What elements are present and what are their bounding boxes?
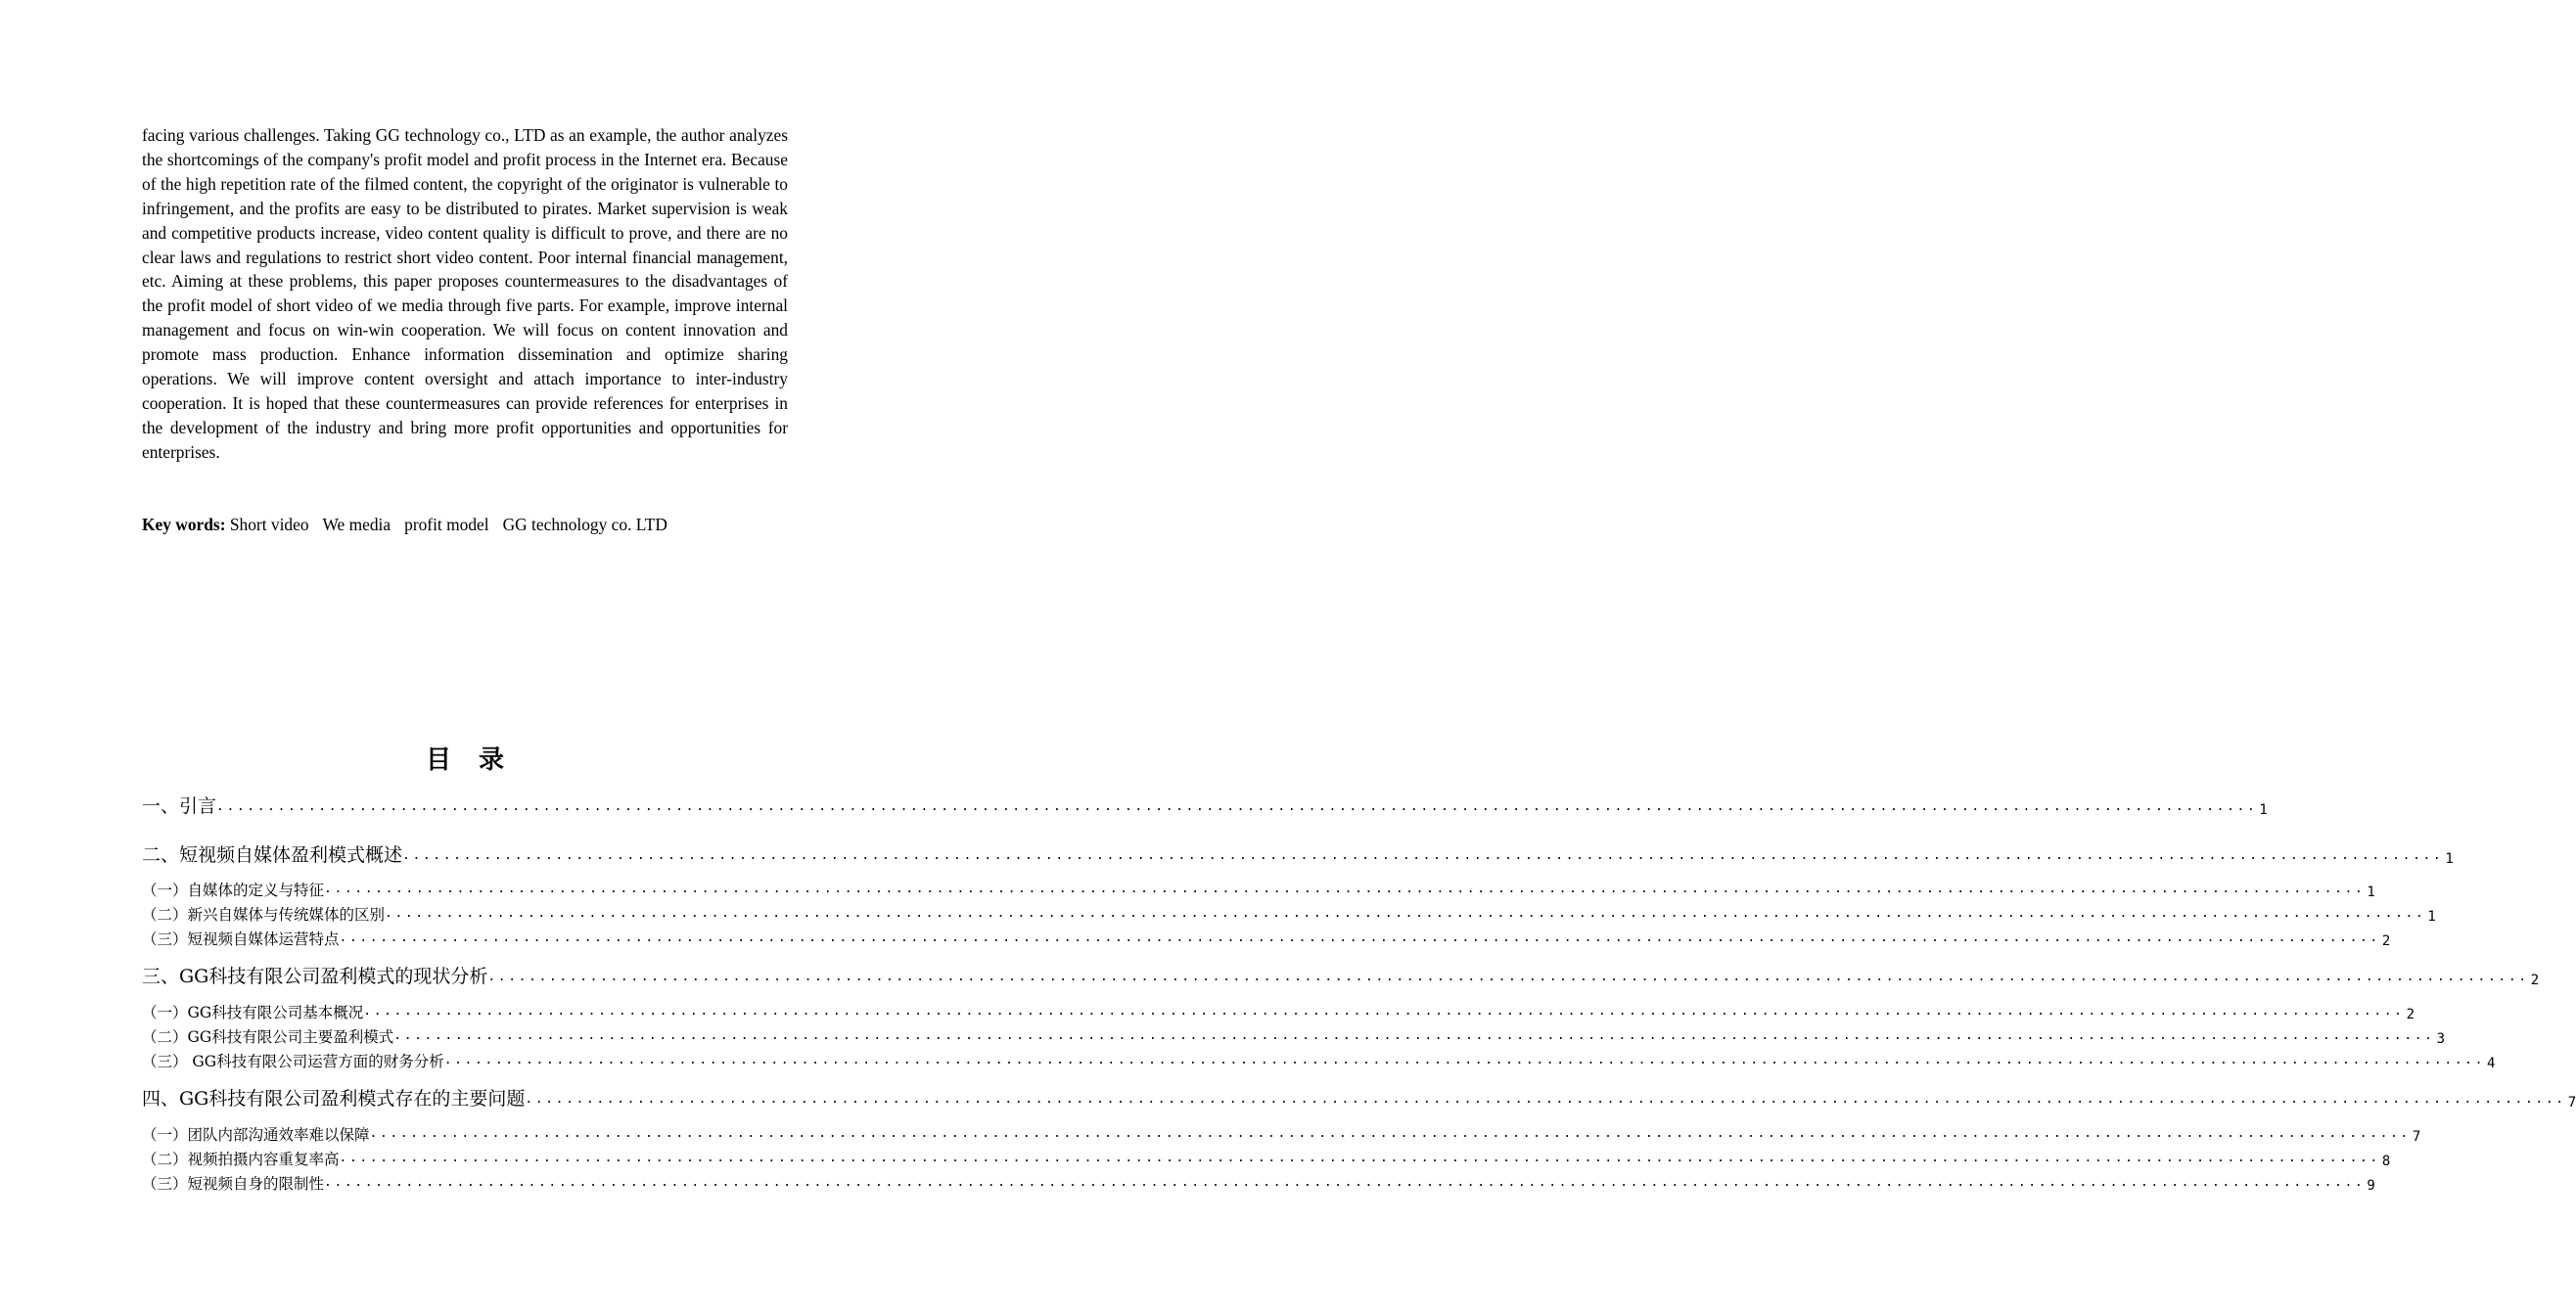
toc-entry-label: （一）自媒体的定义与特征 bbox=[142, 882, 325, 899]
keyword-item: GG technology co. LTD bbox=[502, 515, 667, 534]
toc-entry-page: 2 bbox=[2381, 933, 2391, 949]
toc-leader-dots: ........................................................................................................................................................................................................ bbox=[339, 1151, 2380, 1165]
toc-leader-dots: ........................................................................................................................................................................................................ bbox=[324, 882, 2366, 896]
toc-entry[interactable] bbox=[142, 1172, 2375, 1194]
toc-leader-dots: ........................................................................................................................................................................................................ bbox=[393, 1028, 2435, 1043]
keywords-line bbox=[142, 513, 807, 536]
toc-entry-page: 7 bbox=[2412, 1129, 2421, 1145]
abstract-paragraph: facing various challenges. Taking GG technology co., LTD as an example, the author analyzes the shortcomings of the company's profit model and profit process in the Internet era. Because of the high repetition rate of the filmed content, the copyright of the originator is vulnerable to infringement, and the profits are easy to be distributed to pirates. Market supervision is weak and competitive products increase, video content quality is difficult to prove, and there are no clear laws and regulations to restrict short video content. Poor internal financial management, etc. Aiming at these problems, this paper proposes countermeasures to the disadvantages of the profit model of short video of we media through five parts. For example, improve internal management and focus on win-win cooperation. We will focus on content innovation and promote mass production. Enhance information dissemination and optimize sharing operations. We will improve content oversight and attach importance to inter-industry cooperation. It is hoped that these countermeasures can provide references for enterprises in the development of the industry and bring more profit opportunities and opportunities for enterprises. bbox=[142, 125, 788, 462]
toc-entry-label: 二、短视频自媒体盈利模式概述 bbox=[142, 844, 403, 866]
toc-entry[interactable] bbox=[142, 1050, 2496, 1071]
keyword-item: Short video bbox=[229, 515, 309, 534]
toc-entry-page: 1 bbox=[2445, 851, 2454, 867]
toc-entry[interactable] bbox=[142, 1001, 2415, 1022]
toc-entry-label: （一）团队内部沟通效率难以保障 bbox=[142, 1126, 370, 1144]
toc-leader-dots: ........................................................................................................................................................................................................ bbox=[363, 1004, 2405, 1019]
toc-entry-label: （三）短视频自媒体运营特点 bbox=[142, 930, 340, 948]
toc-leader-dots: ........................................................................................................................................................................................................ bbox=[369, 1126, 2411, 1141]
toc-leader-dots: ........................................................................................................................................................................................................ bbox=[487, 970, 2529, 984]
keyword-item: profit model bbox=[404, 515, 489, 534]
toc-entry-page: 1 bbox=[2367, 884, 2375, 900]
toc-entry-label: （二）新兴自媒体与传统媒体的区别 bbox=[142, 906, 386, 924]
toc-entry-page: 9 bbox=[2367, 1178, 2375, 1194]
toc-leader-dots: ........................................................................................................................................................................................................ bbox=[324, 1175, 2366, 1190]
toc-entry[interactable] bbox=[142, 1025, 2446, 1047]
toc-entry-page: 1 bbox=[2427, 909, 2436, 925]
toc-entry-page: 1 bbox=[2259, 802, 2268, 818]
toc-entry-page: 3 bbox=[2436, 1031, 2446, 1047]
toc-entry[interactable] bbox=[142, 963, 2540, 988]
toc-entry-label: （一）GG科技有限公司基本概况 bbox=[142, 1004, 364, 1021]
toc-entry[interactable] bbox=[142, 1123, 2421, 1145]
toc-entry-label: （二）GG科技有限公司主要盈利模式 bbox=[142, 1028, 394, 1046]
toc-entry[interactable] bbox=[142, 903, 2436, 925]
toc-entry[interactable] bbox=[142, 841, 2454, 867]
toc-entry-page: 2 bbox=[2406, 1007, 2415, 1022]
toc-entry[interactable] bbox=[142, 879, 2375, 900]
toc-leader-dots: ........................................................................................................................................................................................................ bbox=[339, 930, 2380, 945]
toc-leader-dots: ........................................................................................................................................................................................................ bbox=[525, 1092, 2566, 1107]
toc-entry-label: （二）视频拍摄内容重复率高 bbox=[142, 1151, 340, 1168]
toc-entry-page: 2 bbox=[2530, 973, 2540, 988]
toc-leader-dots: ........................................................................................................................................................................................................ bbox=[443, 1053, 2486, 1067]
toc-entry-label: 一、引言 bbox=[142, 795, 217, 817]
toc-entry-page: 7 bbox=[2567, 1095, 2576, 1111]
toc-entry-label: 四、GG科技有限公司盈利模式存在的主要问题 bbox=[142, 1088, 526, 1110]
toc-entry[interactable] bbox=[142, 793, 2268, 818]
toc-leader-dots: ........................................................................................................................................................................................................ bbox=[402, 848, 2444, 863]
toc-entry-page: 4 bbox=[2487, 1056, 2496, 1071]
toc-entry-label: （三） GG科技有限公司运营方面的财务分析 bbox=[142, 1053, 444, 1070]
toc-entry[interactable] bbox=[142, 1148, 2391, 1169]
toc-leader-dots: ........................................................................................................................................................................................................ bbox=[385, 906, 2426, 921]
toc-entry[interactable] bbox=[142, 1085, 2576, 1111]
toc-entry[interactable] bbox=[142, 928, 2391, 949]
toc-title: 目录 bbox=[425, 746, 531, 775]
keywords-label: Key words: bbox=[142, 515, 226, 534]
toc-entry-label: 三、GG科技有限公司盈利模式的现状分析 bbox=[142, 966, 488, 987]
toc-entry-label: （三）短视频自身的限制性 bbox=[142, 1175, 325, 1193]
keyword-item: We media bbox=[322, 515, 391, 534]
toc-leader-dots: ........................................................................................................................................................................................................ bbox=[216, 799, 2258, 814]
toc-entry-page: 8 bbox=[2381, 1154, 2391, 1169]
